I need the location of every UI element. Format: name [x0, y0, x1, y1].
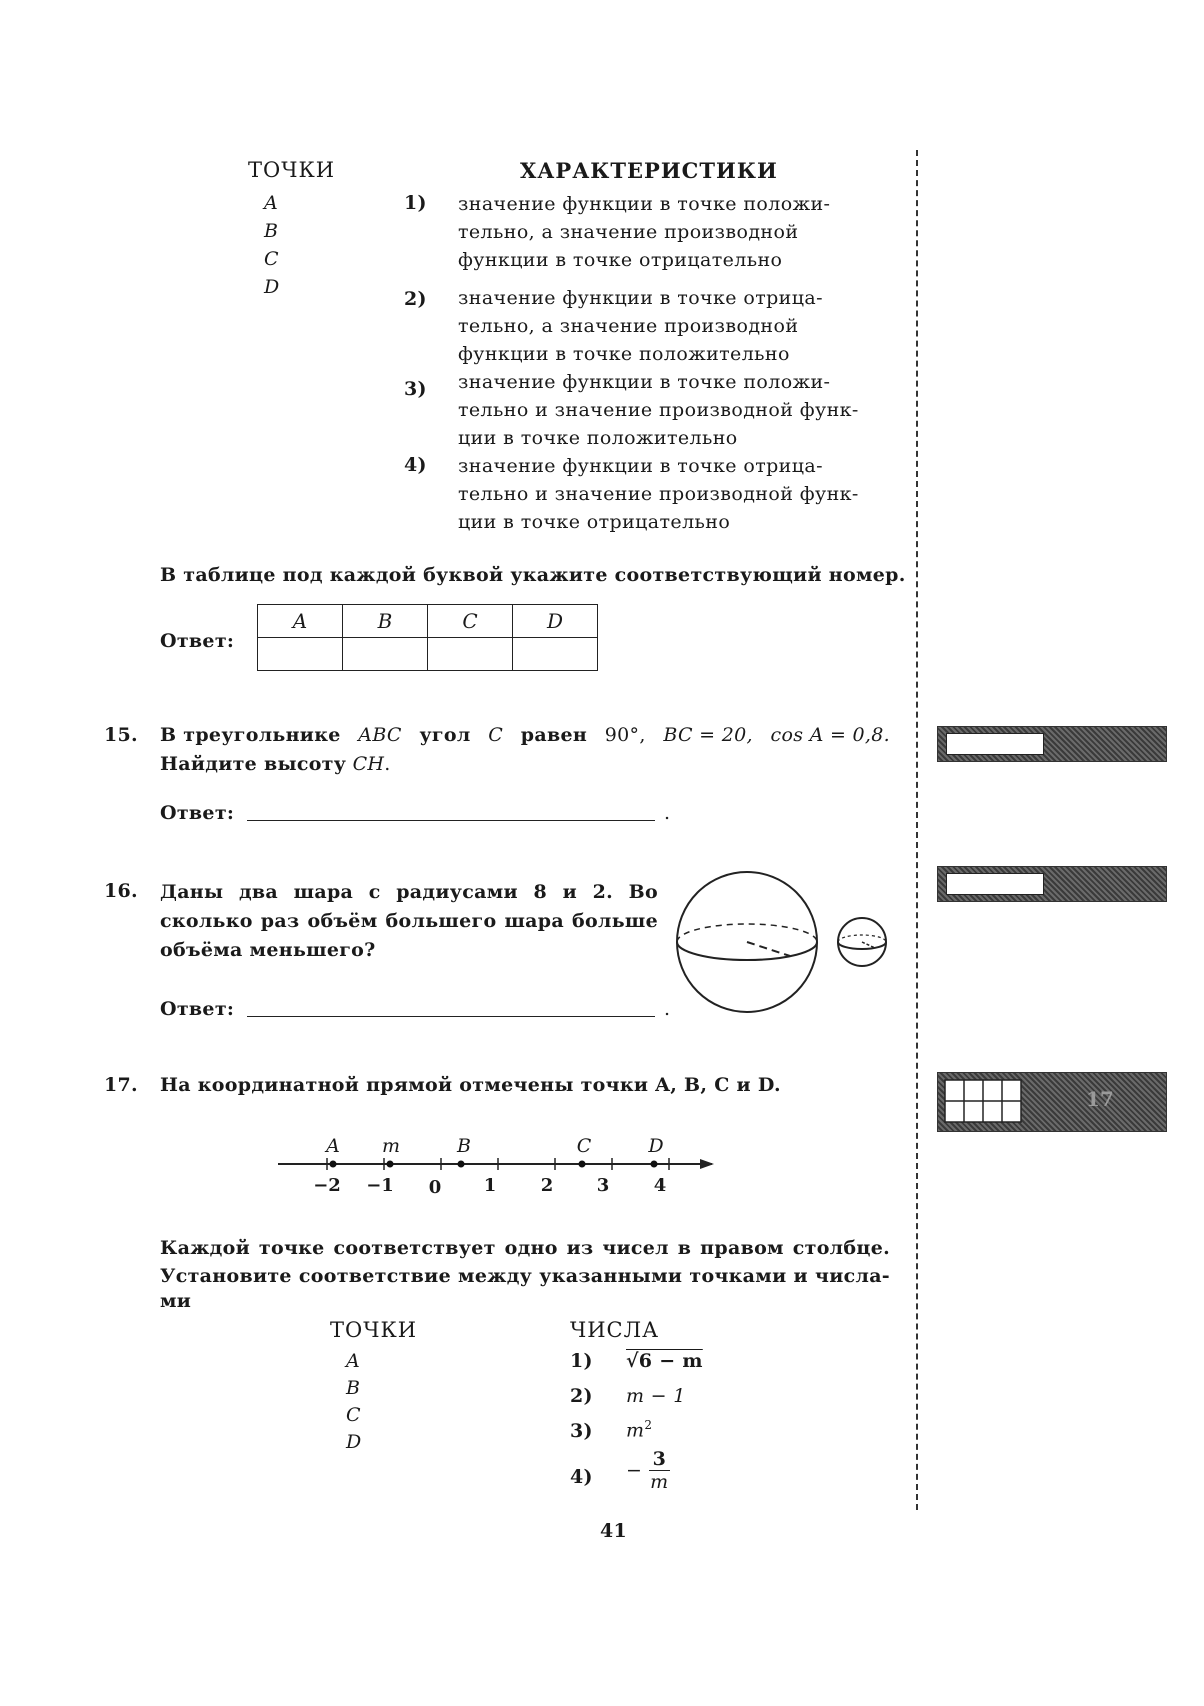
answer-code-label-17: 17	[1086, 1087, 1114, 1111]
cut-line	[916, 150, 918, 1510]
point-a-dot	[330, 1161, 337, 1168]
q17-point-b: B	[346, 1377, 361, 1399]
tick-label-2: 2	[540, 1175, 554, 1196]
char-2-num: 2)	[404, 288, 427, 310]
label-b: B	[457, 1135, 471, 1157]
answer-label-16: Ответ:	[160, 998, 235, 1020]
answer-cell-c[interactable]	[428, 638, 513, 671]
table-instruction: В таблице под каждой буквой укажите соответствующий номер.	[160, 564, 906, 586]
q17-option-2-expr: m − 1	[626, 1385, 686, 1407]
answer-code-grid-17[interactable]	[944, 1079, 1024, 1123]
label-c: C	[576, 1135, 592, 1157]
spheres-figure	[672, 868, 894, 1016]
tick-label-1: 1	[483, 1175, 497, 1196]
answer-code-field-15[interactable]	[946, 733, 1044, 755]
axis-arrow-icon	[700, 1159, 714, 1169]
point-b: B	[264, 220, 279, 242]
q17-points-header: ТОЧКИ	[330, 1318, 418, 1342]
answer-code-box-16[interactable]	[937, 866, 1167, 902]
answer-code-field-16[interactable]	[946, 873, 1044, 895]
q16-text: Даны два шара с радиусами 8 и 2. Во сколько раз объём большего шара больше	[160, 881, 658, 932]
q17-point-c: C	[346, 1404, 361, 1426]
q17-instruction-end: ми	[160, 1290, 192, 1312]
char-4-text: значение функции в точке отрица- тельно и значение производной функ- ции в точке отрицательно	[458, 455, 859, 533]
page-number: 41	[600, 1520, 628, 1542]
q17-number: 17.	[104, 1074, 138, 1096]
answer-table[interactable]	[257, 604, 598, 671]
point-d-dot	[651, 1161, 658, 1168]
q17-option-2-num: 2)	[570, 1385, 593, 1407]
answer-label-15: Ответ:	[160, 802, 235, 824]
q16-number: 16.	[104, 880, 138, 902]
point-c-dot	[579, 1161, 586, 1168]
characteristics-header: ХАРАКТЕРИСТИКИ	[520, 158, 778, 183]
q17-numbers-header: ЧИСЛА	[570, 1318, 660, 1342]
q17-option-1-num: 1)	[570, 1350, 593, 1372]
answer-cell-d[interactable]	[513, 638, 598, 671]
tick-label-4: 4	[653, 1175, 667, 1196]
q15-line2: Найдите высоту CH.	[160, 753, 391, 775]
point-m-dot	[387, 1161, 394, 1168]
char-3-text: значение функции в точке положи- тельно и значение производной функ- ции в точке положительно	[458, 371, 859, 449]
q15-line1: В треугольнике ABC угол C равен 90°, BC = 20, cos A = 0,8.	[160, 724, 890, 746]
char-1-text: значение функции в точке положи- тельно, а значение производной функции в точке отрицательно	[458, 193, 831, 271]
char-4-num: 4)	[404, 454, 427, 476]
point-a: A	[264, 192, 279, 214]
answer-cell-b[interactable]	[343, 638, 428, 671]
points-header: ТОЧКИ	[248, 158, 336, 182]
point-c: C	[264, 248, 279, 270]
q16-text-end: объёма меньшего?	[160, 939, 376, 961]
tick-label-3: 3	[596, 1175, 610, 1196]
tick-label-0: 0	[428, 1177, 442, 1198]
label-a: A	[326, 1135, 340, 1157]
answer-dot-15: .	[664, 802, 671, 824]
char-2-text: значение функции в точке отрица- тельно, а значение производной функции в точке положительно	[458, 287, 823, 365]
point-d: D	[264, 276, 280, 298]
number-line	[270, 1130, 730, 1200]
q17-instruction: Каждой точке соответствует одно из чисел в правом столбце. Установите соответствие между указанными точками и числа-	[160, 1237, 890, 1287]
q17-point-a: A	[346, 1350, 361, 1372]
q17-option-3-num: 3)	[570, 1420, 593, 1442]
point-b-dot	[458, 1161, 465, 1168]
char-3-num: 3)	[404, 378, 427, 400]
table-header-d: D	[513, 605, 598, 638]
answer-line-16[interactable]	[247, 1016, 655, 1017]
tick-label-neg2: −2	[313, 1175, 341, 1196]
large-sphere	[677, 872, 817, 1012]
char-1-num: 1)	[404, 192, 427, 214]
small-sphere	[838, 918, 886, 966]
table-header-a: A	[258, 605, 343, 638]
label-d: D	[648, 1135, 664, 1157]
answer-code-box-17[interactable]	[937, 1072, 1167, 1132]
answer-label-14: Ответ:	[160, 630, 235, 652]
answer-dot-16: .	[664, 998, 671, 1020]
answer-line-15[interactable]	[247, 820, 655, 821]
q17-option-4-num: 4)	[570, 1466, 593, 1488]
answer-cell-a[interactable]	[258, 638, 343, 671]
tick-label-neg1: −1	[366, 1175, 394, 1196]
q17-text: На координатной прямой отмечены точки A, B, C и D.	[160, 1074, 781, 1096]
q17-option-1-expr: √6 − m	[626, 1350, 703, 1372]
q17-option-3-expr: $m^2$	[626, 1418, 653, 1442]
q17-point-d: D	[346, 1431, 362, 1453]
q15-number: 15.	[104, 724, 138, 746]
table-header-c: C	[428, 605, 513, 638]
answer-code-box-15[interactable]	[937, 726, 1167, 762]
label-m: m	[381, 1135, 401, 1157]
q17-option-4-expr: − $\frac{3}{m}$	[626, 1448, 669, 1493]
table-header-b: B	[343, 605, 428, 638]
